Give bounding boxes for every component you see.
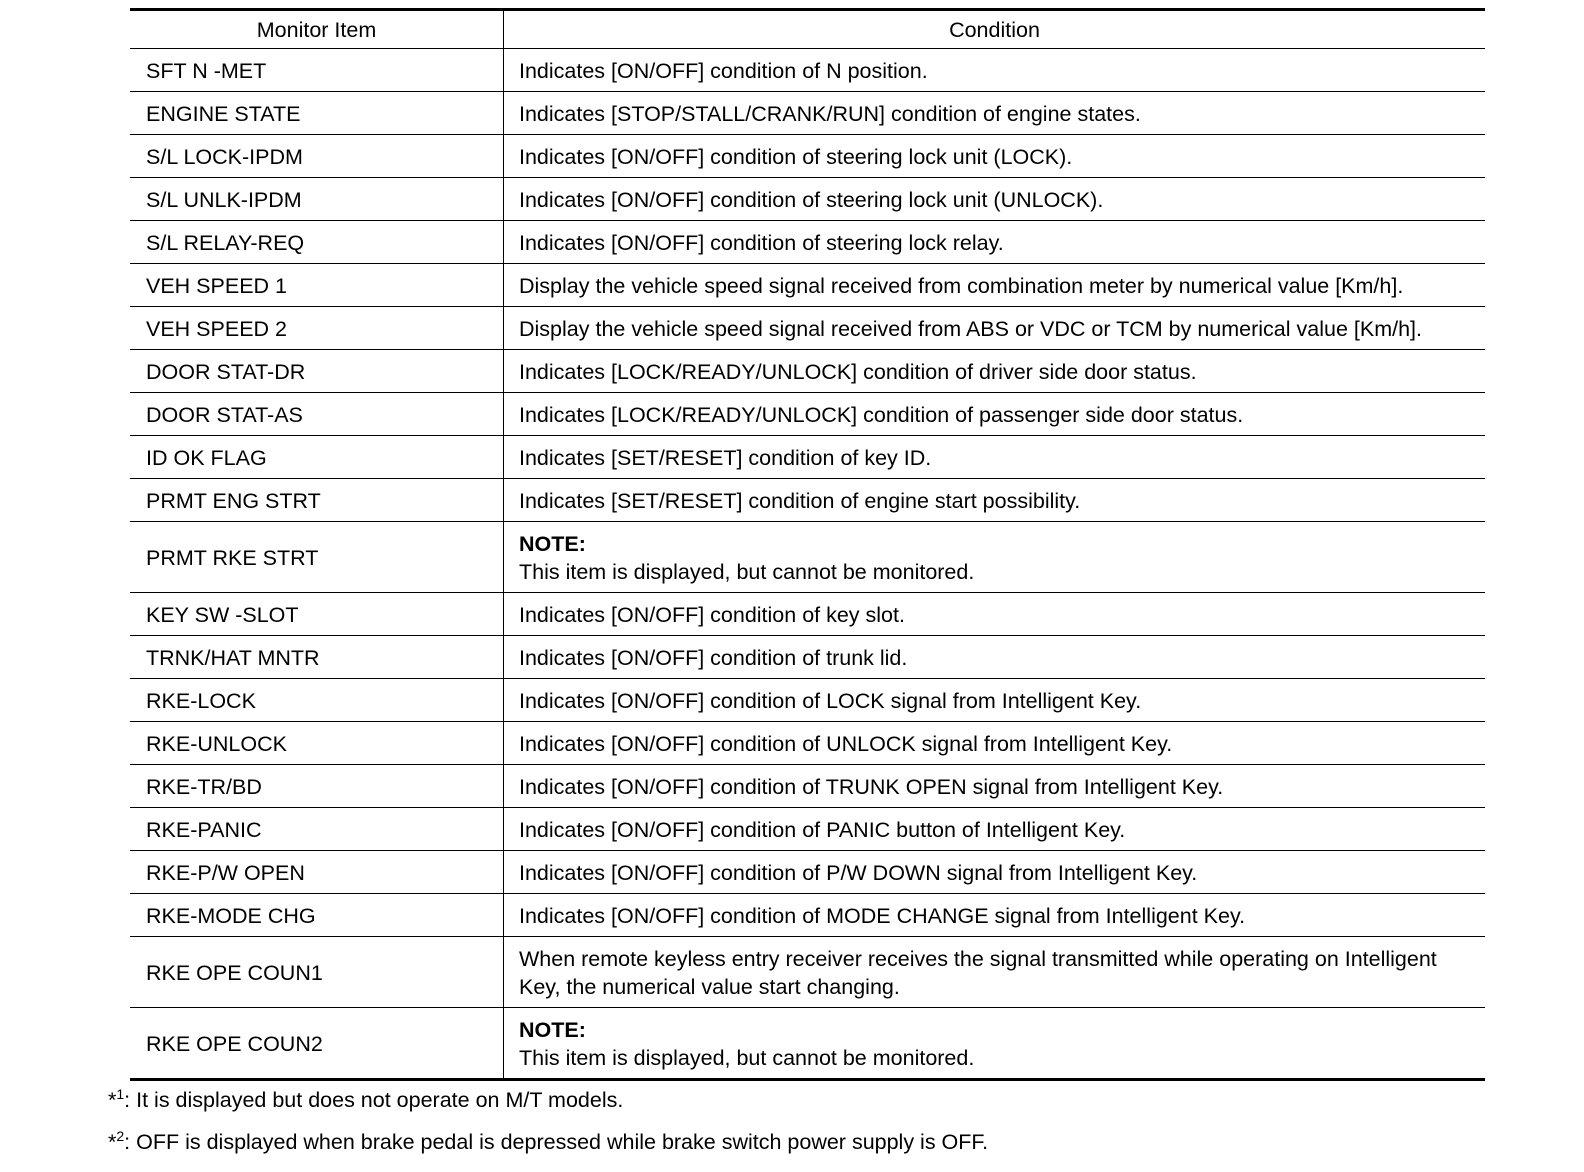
table-row — [130, 264, 1485, 307]
table-row — [130, 679, 1485, 722]
monitor-item-cell: RKE-UNLOCK — [130, 722, 504, 765]
table-row — [130, 722, 1485, 765]
header-condition: Condition — [504, 10, 1486, 49]
table-row — [130, 851, 1485, 894]
condition-cell: Display the vehicle speed signal received from combination meter by numerical value [Km/h]. — [504, 264, 1486, 307]
header-monitor-item: Monitor Item — [130, 10, 504, 49]
monitor-item-cell: S/L LOCK-IPDM — [130, 135, 504, 178]
note-text: This item is displayed, but cannot be monitored. — [519, 559, 975, 584]
table-row — [130, 1008, 1485, 1080]
monitor-item-cell: SFT N -MET — [130, 49, 504, 92]
table-row — [130, 221, 1485, 264]
note-text: This item is displayed, but cannot be monitored. — [519, 1045, 975, 1070]
condition-cell: Display the vehicle speed signal received from ABS or VDC or TCM by numerical value [Km/h]. — [504, 307, 1486, 350]
table-row — [130, 178, 1485, 221]
footnote-mark: * — [108, 1130, 117, 1154]
table-row — [130, 636, 1485, 679]
monitor-item-cell: PRMT RKE STRT — [130, 522, 504, 593]
monitor-item-cell: RKE-P/W OPEN — [130, 851, 504, 894]
table-row — [130, 479, 1485, 522]
monitor-item-cell: TRNK/HAT MNTR — [130, 636, 504, 679]
table-row — [130, 937, 1485, 1008]
note-label: NOTE: — [519, 1017, 586, 1042]
monitor-item-cell: VEH SPEED 1 — [130, 264, 504, 307]
condition-cell: Indicates [ON/OFF] condition of TRUNK OPEN signal from Intelligent Key. — [504, 765, 1486, 808]
condition-cell: Indicates [LOCK/READY/UNLOCK] condition of driver side door status. — [504, 350, 1486, 393]
condition-cell: Indicates [ON/OFF] condition of UNLOCK signal from Intelligent Key. — [504, 722, 1486, 765]
monitor-item-table — [130, 8, 1485, 1081]
condition-cell: Indicates [ON/OFF] condition of PANIC button of Intelligent Key. — [504, 808, 1486, 851]
footnote-number: 2 — [116, 1128, 125, 1144]
table-row — [130, 393, 1485, 436]
condition-cell: Indicates [ON/OFF] condition of steering lock unit (LOCK). — [504, 135, 1486, 178]
monitor-item-cell: S/L RELAY-REQ — [130, 221, 504, 264]
monitor-item-cell: RKE-PANIC — [130, 808, 504, 851]
table-row — [130, 808, 1485, 851]
condition-cell: Indicates [ON/OFF] condition of P/W DOWN signal from Intelligent Key. — [504, 851, 1486, 894]
monitor-item-cell: DOOR STAT-AS — [130, 393, 504, 436]
condition-cell: Indicates [ON/OFF] condition of MODE CHANGE signal from Intelligent Key. — [504, 894, 1486, 937]
condition-cell: Indicates [ON/OFF] condition of key slot. — [504, 593, 1486, 636]
footnote-text: : OFF is displayed when brake pedal is depressed while brake switch power supply is OFF. — [124, 1130, 989, 1154]
condition-cell: Indicates [ON/OFF] condition of trunk lid. — [504, 636, 1486, 679]
table-row — [130, 92, 1485, 135]
condition-cell: Indicates [STOP/STALL/CRANK/RUN] condition of engine states. — [504, 92, 1486, 135]
monitor-item-cell: RKE-LOCK — [130, 679, 504, 722]
monitor-item-cell: RKE OPE COUN1 — [130, 937, 504, 1008]
monitor-item-table-container — [130, 8, 1485, 1081]
table-row — [130, 894, 1485, 937]
monitor-item-cell: RKE OPE COUN2 — [130, 1008, 504, 1080]
condition-cell — [504, 1008, 1486, 1080]
condition-cell: Indicates [LOCK/READY/UNLOCK] condition of passenger side door status. — [504, 393, 1486, 436]
footnote-mark: * — [108, 1088, 117, 1112]
condition-cell: Indicates [ON/OFF] condition of steering lock relay. — [504, 221, 1486, 264]
footnote-2 — [108, 1122, 989, 1154]
table-row — [130, 49, 1485, 92]
monitor-item-cell: ID OK FLAG — [130, 436, 504, 479]
condition-cell — [504, 522, 1486, 593]
monitor-item-cell: PRMT ENG STRT — [130, 479, 504, 522]
condition-cell: Indicates [ON/OFF] condition of LOCK signal from Intelligent Key. — [504, 679, 1486, 722]
monitor-item-cell: DOOR STAT-DR — [130, 350, 504, 393]
table-row — [130, 765, 1485, 808]
table-row — [130, 350, 1485, 393]
table-row — [130, 593, 1485, 636]
condition-cell: When remote keyless entry receiver receives the signal transmitted while operating on Intelligent Key, the numerical value start changing. — [504, 937, 1486, 1008]
note-label: NOTE: — [519, 531, 586, 556]
footnotes — [108, 1080, 988, 1164]
table-row — [130, 522, 1485, 593]
table-header-row — [130, 10, 1485, 49]
monitor-item-cell: RKE-TR/BD — [130, 765, 504, 808]
condition-cell: Indicates [ON/OFF] condition of N position. — [504, 49, 1486, 92]
monitor-item-cell: RKE-MODE CHG — [130, 894, 504, 937]
table-row — [130, 436, 1485, 479]
table-row — [130, 307, 1485, 350]
monitor-item-cell: KEY SW -SLOT — [130, 593, 504, 636]
condition-cell: Indicates [SET/RESET] condition of key ID. — [504, 436, 1486, 479]
monitor-item-cell: ENGINE STATE — [130, 92, 504, 135]
monitor-item-cell: S/L UNLK-IPDM — [130, 178, 504, 221]
monitor-item-cell: VEH SPEED 2 — [130, 307, 504, 350]
footnote-number: 1 — [116, 1086, 125, 1102]
footnote-text: : It is displayed but does not operate on M/T models. — [124, 1088, 624, 1112]
condition-cell: Indicates [SET/RESET] condition of engine start possibility. — [504, 479, 1486, 522]
footnote-1 — [108, 1080, 988, 1112]
condition-cell: Indicates [ON/OFF] condition of steering lock unit (UNLOCK). — [504, 178, 1486, 221]
table-row — [130, 135, 1485, 178]
